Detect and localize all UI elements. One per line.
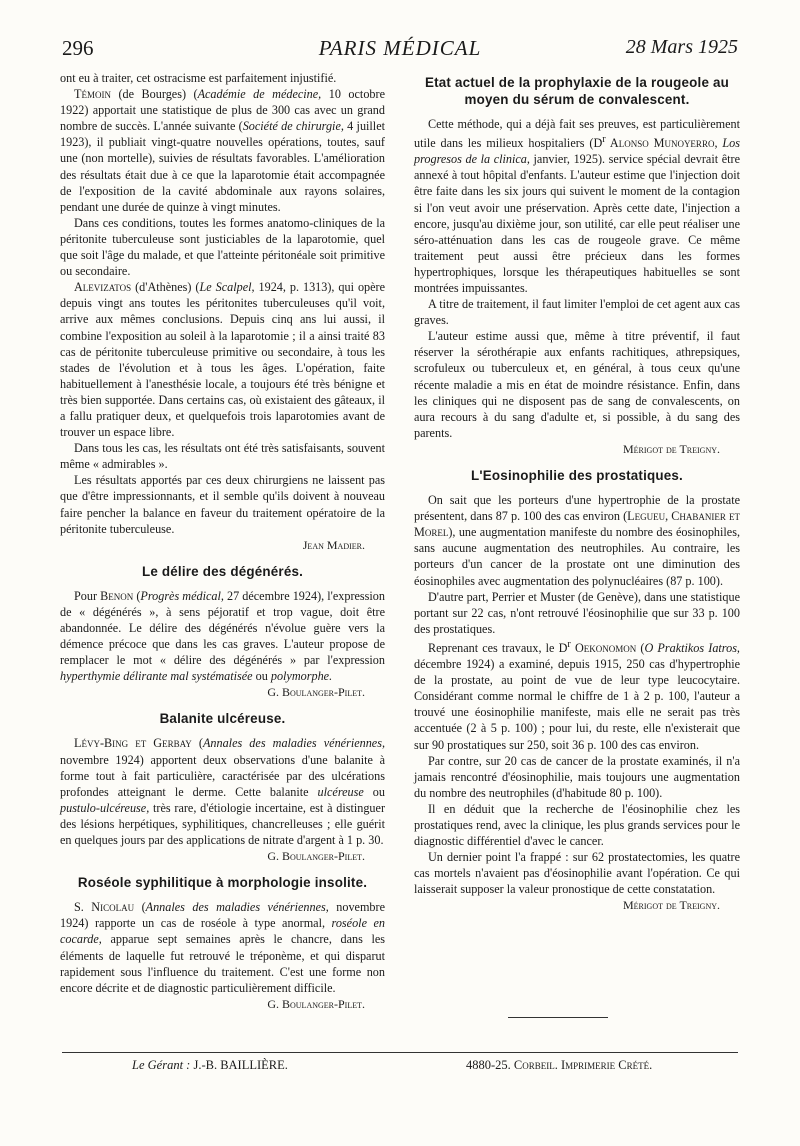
paragraph	[414, 116, 740, 296]
paragraph: Dans ces conditions, toutes les formes anatomo-cliniques de la péritonite tuberculeuse sont justiciables de la laparotomie, quel que soit l'âge du malade, et que l'atteinte péritonéale soit primitive ou secondaire.	[60, 215, 385, 279]
text: novembre 1924) apportent deux observations d'une balanite à forme tout à fait particulière, caractérisée par des ulcérations profondes atteignant le derme. Cette balanite	[60, 752, 385, 799]
text: (	[133, 588, 141, 603]
text: Cette méthode, qui a déjà fait ses preuves, est particulièrement utile dans les milieux hospitaliers (D	[414, 117, 740, 151]
text: (	[134, 900, 146, 915]
text: Pour	[74, 588, 101, 603]
gerant-label: Le Gérant :	[132, 1058, 191, 1072]
term: polymorphe.	[270, 669, 333, 684]
text: 10 octobre 1922) apportait une statistique de plus de 300 cas avec un grand nombre de succès. L'année suivante (	[60, 87, 385, 134]
text: ), une augmentation manifeste du nombre des éosinophiles, sans aucune augmentation des neutrophiles. Au contraire, les porteurs d'un cancer de la prostate ont une diminution des éosinophiles avec augmentation des polynucléaires (87 p. 100).	[414, 525, 740, 588]
text: Reprenant ces travaux, le D	[428, 640, 568, 655]
paragraph: A titre de traitement, il faut limiter l'emploi de cet agent aux cas graves.	[414, 297, 740, 328]
paragraph	[414, 637, 740, 753]
signature: Mérigot de Treigny.	[623, 441, 720, 456]
citation: Progrès médical,	[140, 588, 224, 603]
page-number: 296	[62, 36, 94, 60]
author-name: Oekonomon	[570, 640, 637, 655]
text: On sait que les porteurs d'une hypertrophie de la prostate présentent, dans 87 p. 100 des cas environ (	[414, 493, 740, 524]
gerant	[132, 1058, 288, 1073]
signature: Jean Madier.	[302, 537, 365, 552]
text: apparue sept semaines après le chancre, dans les éléments de laquelle fut retrouvé le tréponème, et qui disparut rapidement sous l'influence du traitement. C'est une forme non encore décrite et de diagnostic particulièrement difficile.	[60, 932, 385, 995]
text: ou	[252, 669, 271, 684]
term: roséole en cocarde,	[60, 916, 385, 947]
signature: G. Boulanger-Pilet.	[267, 849, 365, 864]
text: très rare, d'étiologie incertaine, est à distinguer des lésions herpétiques, syphilitiques, chancrelleuses ; elle guérit en quelques jours par des applications de nitrate d'argent à 1 p. 30.	[60, 800, 385, 848]
text: 4 juillet 1923), il publiait vingt-quatre nouvelles opérations, toutes, sauf une (non mortelle), suivies de résultats favorables. L'amélioration des résultats était due à ce que la laparotomie était accompagnée de l'exposition de la cavité abdominale aux rayons solaires, pendant une durée de quinze à vingt minutes.	[60, 119, 385, 214]
paragraph	[60, 588, 385, 685]
signature: G. Boulanger-Pilet.	[267, 685, 365, 700]
paragraph: ont eu à traiter, cet ostracisme est parfaitement injustifié.	[60, 71, 337, 85]
citation: Annales des maladies vénériennes,	[145, 900, 329, 915]
paragraph: Un dernier point l'a frappé : sur 62 prostatectomies, les quatre cas mortels n'avaient pas d'éosinophilie avant l'opération. Ce qui laisserait supposer la valeur pronostique de cette constatation.	[414, 850, 740, 897]
superscript: r	[567, 638, 571, 650]
paragraph: Les résultats apportés par ces deux chirurgiens ne laissent pas que d'être impressionnants, et il semble qu'ils doivent à nouveau faire pencher la balance en faveur du traitement opératoire de la péritonite tuberculeuse.	[60, 473, 385, 536]
section-heading: Le délire des dégénérés.	[141, 563, 304, 579]
author-name: S. Nicolau	[74, 900, 135, 915]
author-name: Alonso Munoyerro,	[605, 136, 718, 151]
signature: G. Boulanger-Pilet.	[267, 996, 365, 1011]
citation: Le Scalpel,	[199, 280, 255, 295]
author-name: Lévy-Bing et Gerbay	[74, 736, 192, 751]
text: 1924, p. 1313), qui opère depuis vingt ans toutes les péritonites tuberculeuses qu'il voit, arrive aux mêmes conclusions. Depuis cinq ans lui aussi, il combine l'exposition au soleil à la laparotomie ; il a ainsi traité 83 cas de péritonite tuberculeuse primitive ou secondaire, à tous les stades de l'évolution et à tous les âges. L'opération, faite habituellement à l'anesthésie locale, a toujours été très bénigne et très bien supportée. Dans certains cas, où existaient des gâteaux, il a fallu pratiquer deux, et quelquefois trois laparotomies avant de trouver un espace libre.	[60, 280, 386, 440]
text: (	[636, 640, 645, 655]
text: (de Bourges) (	[110, 87, 198, 102]
section-heading: Roséole syphilitique à morphologie insolite.	[77, 875, 368, 891]
text: novembre 1924) rapporte un cas de roséole à type anormal,	[60, 900, 385, 931]
term: ulcéreuse	[317, 784, 364, 799]
citation: Académie de médecine,	[197, 87, 322, 102]
text: 27 décembre 1924), l'expression de « dégénérés », à sens péjoratif et trop vague, doit être abandonnée. Le délire des dégénérés n'évolue guère vers la démence précoce que dans les cas graves. L'auteur propose de remplacer le mot « délire des dégénérés » par l'expression	[60, 588, 385, 668]
author-name: Benon	[100, 588, 134, 603]
paragraph	[60, 86, 385, 215]
text: ou	[363, 784, 385, 799]
term: pustulo-ulcéreuse,	[60, 800, 150, 815]
printer-imprint: 4880-25. Corbeil. Imprimerie Crété.	[466, 1058, 653, 1072]
paragraph: L'auteur estime aussi que, même à titre préventif, il faut réserver la sérothérapie aux enfants rachitiques, athrepsiques, scrofuleux ou tuberculeux et, en général, à tous ceux qu'une récente maladie a mis en état de moindre résistance. Enfin, dans les cliniques qui ne disposent pas de sang de convalescents, on aura recours à du sang d'adulte et, si possible, à du sang des parents.	[414, 329, 740, 440]
footer-rule	[62, 1052, 738, 1053]
left-column	[60, 70, 385, 1018]
divider	[508, 1017, 608, 1018]
text: (d'Athènes) (	[131, 280, 200, 295]
paragraph	[60, 735, 385, 848]
paragraph: Il en déduit que la recherche de l'éosinophilie chez les prostatiques rend, avec la clinique, les plus grands services pour le diagnostic différentiel d'avec le cancer.	[414, 801, 740, 849]
signature: Mérigot de Treigny.	[623, 898, 720, 913]
section-heading: Etat actuel de la prophylaxie de la rougeole au moyen du sérum de convalescent.	[424, 75, 730, 107]
text: décembre 1924) a examiné, depuis 1915, 250 cas d'hypertrophie de la prostate, au point de vue de leur type leucocytaire. Considérant comme normal le chiffre de 1 à 2 p. 100, l'auteur a trouvé une éosinophilie manifeste, mais elle ne serait pas très accentuée (2 à 5 p. 100) ; pour lui, du reste, elle n'existerait que sur 90 prostatiques sur 250, soit 36 p. 100 des cas environ.	[414, 657, 740, 752]
author-name: Legueu, Chabanier et Morel	[414, 509, 740, 540]
section-heading: L'Eosinophilie des prostatiques.	[471, 468, 683, 484]
citation: Annales des maladies vénériennes,	[202, 736, 385, 751]
paragraph: Dans tous les cas, les résultats ont été très satisfaisants, souvent même « admirables ».	[60, 441, 385, 472]
text: (	[191, 736, 203, 751]
author-name: Alevizatos	[74, 280, 132, 295]
paragraph	[60, 279, 385, 440]
page-header	[62, 36, 738, 66]
gerant-name: J.-B. BAILLIÈRE.	[190, 1058, 288, 1072]
citation: O Praktikos Iatros,	[644, 640, 740, 655]
citation: Société de chirurgie,	[242, 119, 344, 134]
superscript: r	[602, 134, 606, 146]
text: janvier, 1925). service spécial devrait être annexé à tout hôpital d'enfants. L'auteur estime que l'injection doit être faite dans les six jours qui suivent le moment de la contagion si l'on veut avoir une préservation. Après cette date, l'injection a encore, jusqu'au dixième jour, son utilité, car elle peut réaliser une séro-atténuation dans les cas de rougeole grave. Ce même traitement peut aussi être précieux dans les formes hypertrophiques, lorsque les thérapeutiques habituelles se sont montrées impuissantes.	[414, 152, 740, 295]
issue-date: 28 Mars 1925	[625, 36, 738, 58]
journal-title: PARIS MÉDICAL	[318, 36, 482, 60]
term: hyperthymie délirante mal systématisée	[60, 669, 253, 684]
right-column	[414, 70, 740, 920]
citation: Los progresos de la clinica,	[414, 136, 741, 167]
section-heading: Balanite ulcéreuse.	[159, 711, 286, 727]
paragraph: D'autre part, Perrier et Muster (de Genève), dans une statistique portant sur 22 cas, n'ont retrouvé l'éosinophilie que sur 33 p. 100 des prostatiques.	[414, 589, 740, 636]
paragraph	[414, 492, 740, 589]
paragraph	[60, 899, 385, 996]
author-name: Témoin	[74, 87, 111, 102]
paragraph: Par contre, sur 20 cas de cancer de la prostate examinés, il n'a jamais rencontré d'éosinophilie, mais toujours une augmentation du nombre des neutrophiles (d'habitude 80 p. 100).	[414, 753, 740, 800]
